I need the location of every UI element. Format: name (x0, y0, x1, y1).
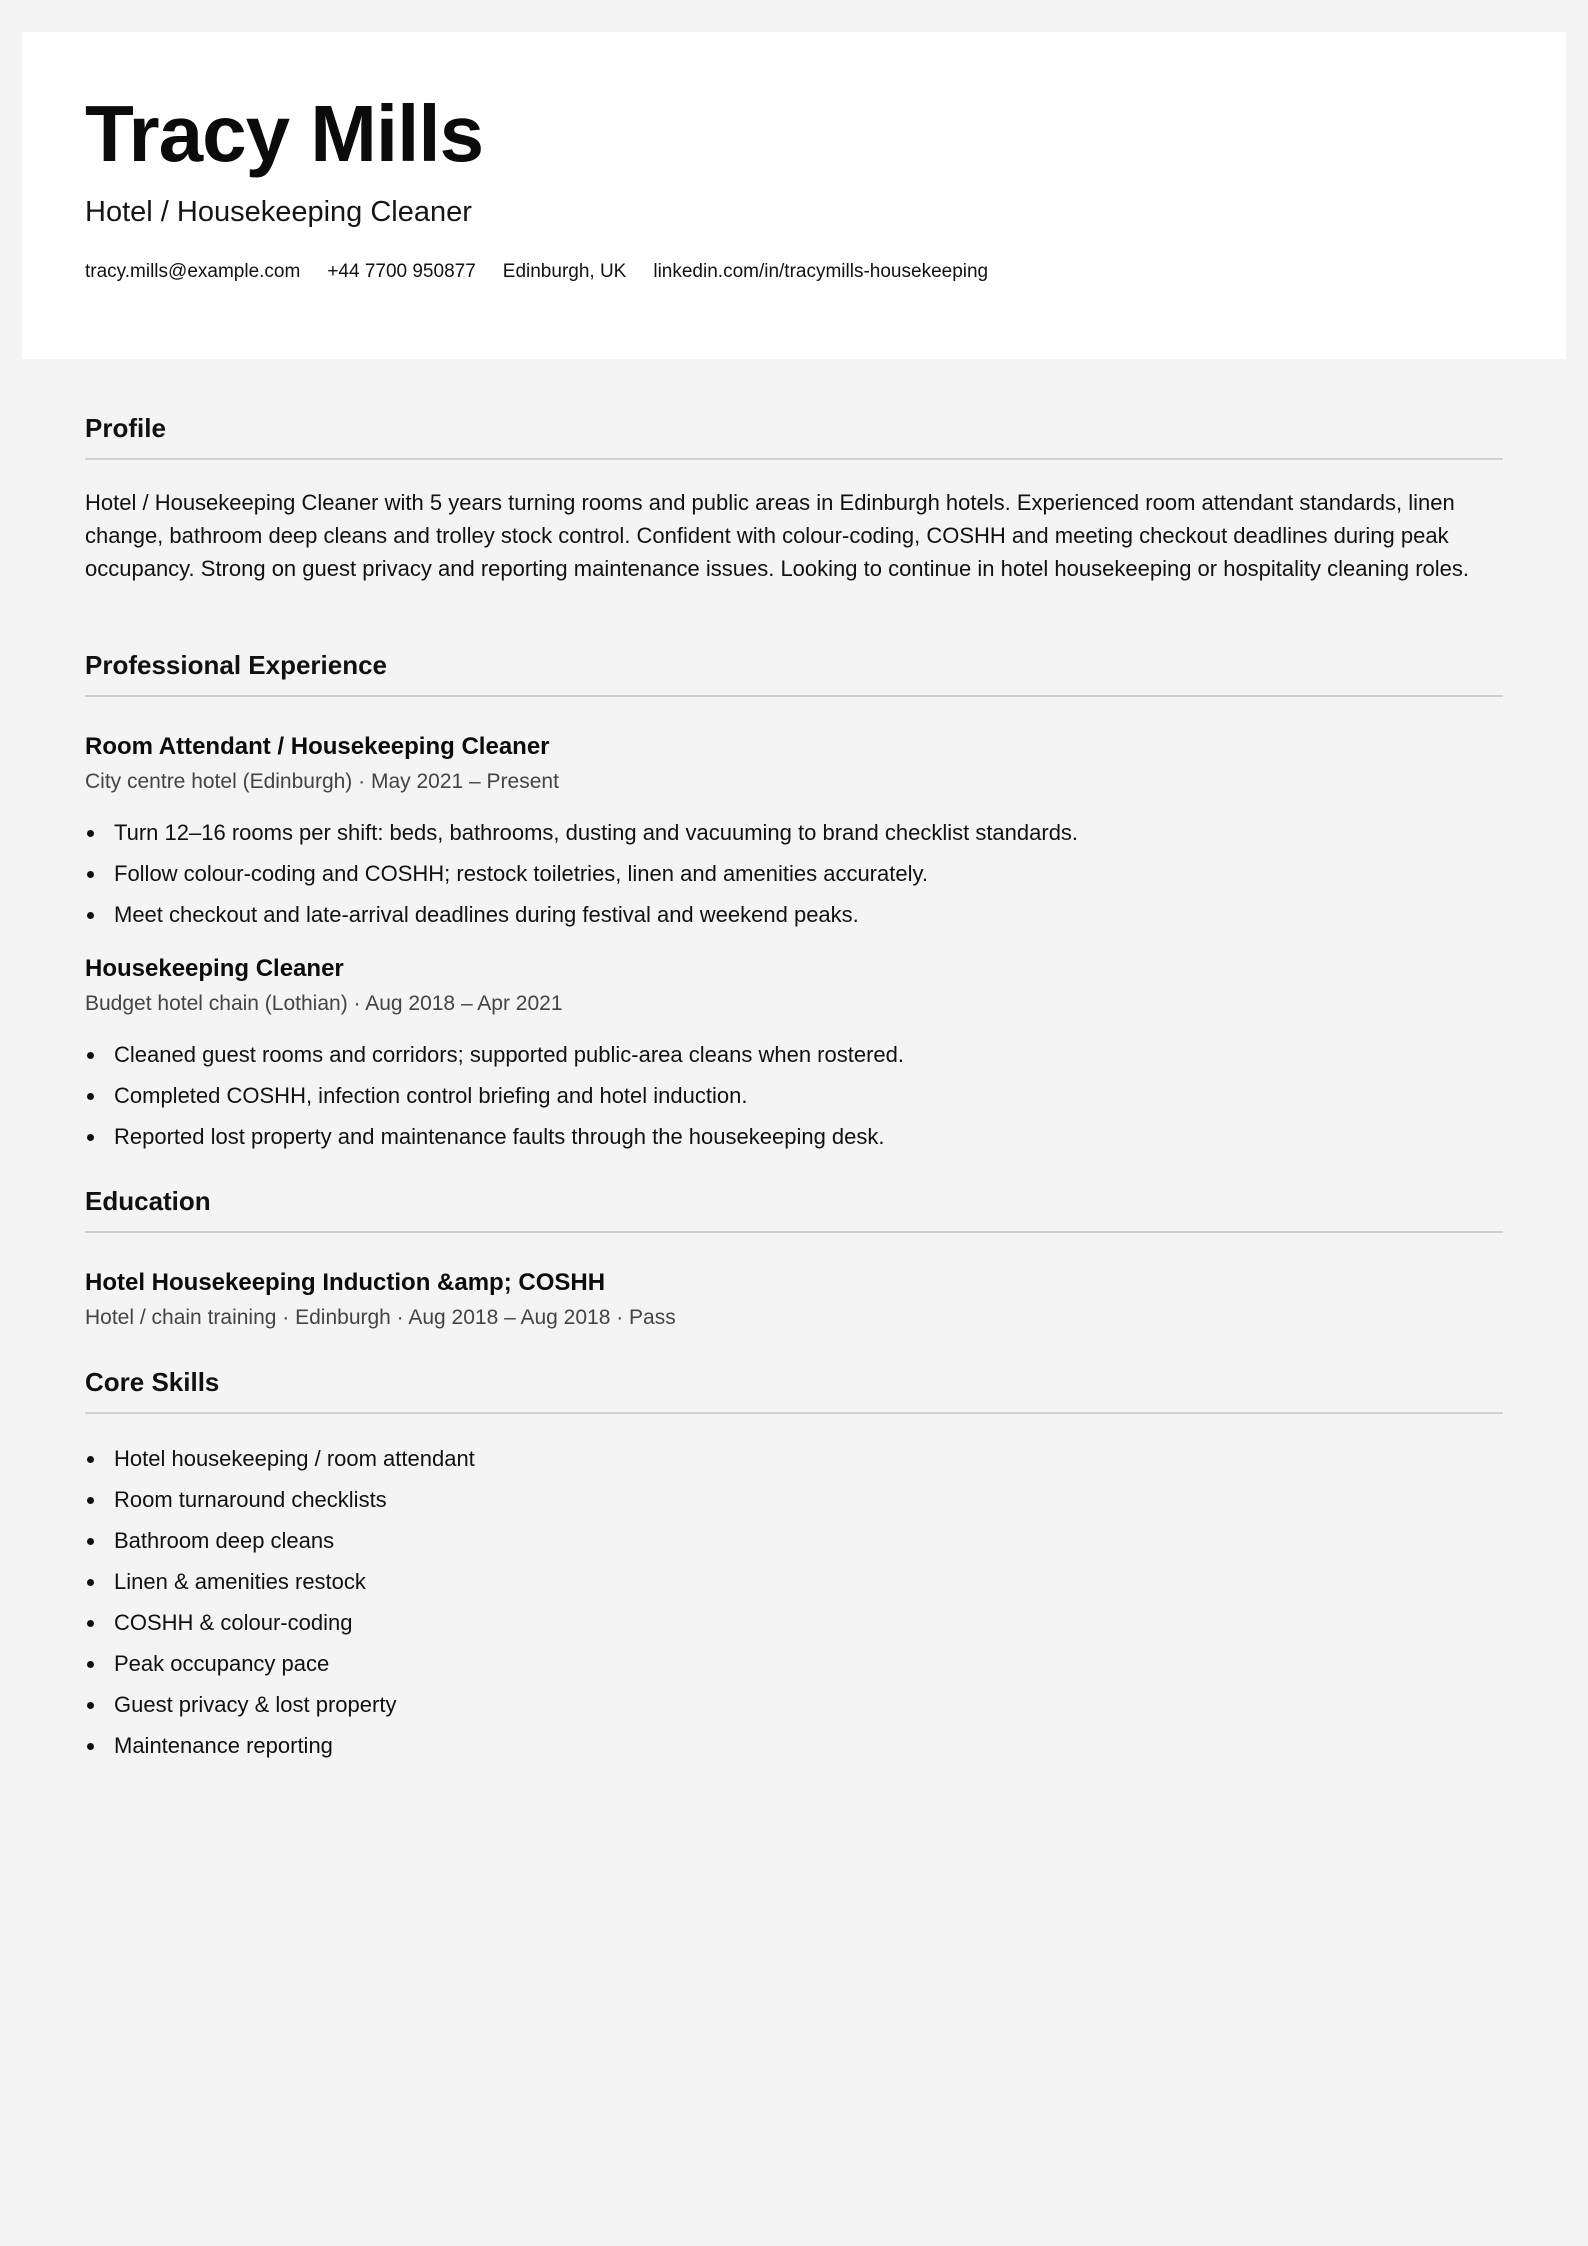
job-bullet: Cleaned guest rooms and corridors; supported public-area cleans when rostered. (85, 1034, 1503, 1075)
experience-heading: Professional Experience (85, 650, 388, 680)
candidate-name: Tracy Mills (85, 89, 484, 178)
job-title: Housekeeping Cleaner (85, 955, 344, 982)
job-meta: Budget hotel chain (Lothian) · Aug 2018 – Apr 2021 (85, 991, 563, 1015)
profile-heading: Profile (85, 413, 166, 443)
skill-item: Bathroom deep cleans (85, 1520, 1503, 1561)
section-divider (85, 695, 1503, 697)
contact-linkedin: linkedin.com/in/tracymills-housekeeping (653, 261, 989, 282)
skills-list (85, 1438, 1503, 1766)
profile-summary: Hotel / Housekeeping Cleaner with 5 years turning rooms and public areas in Edinburgh hotels. Experienced room attendant standards, linen change, bathroom deep cleans and trolley stock control. Confident with colour-coding, COSHH and meeting checkout deadlines during peak occupancy. Strong on guest privacy and reporting maintenance issues. Looking to continue in hotel housekeeping or hospitality cleaning roles. (85, 490, 1470, 582)
skills-heading: Core Skills (85, 1367, 220, 1397)
job-bullet: Completed COSHH, infection control briefing and hotel induction. (85, 1075, 1503, 1116)
job-bullets (85, 1034, 1503, 1157)
candidate-headline: Hotel / Housekeeping Cleaner (85, 196, 472, 228)
job-bullets (85, 812, 1503, 935)
job-bullet: Reported lost property and maintenance faults through the housekeeping desk. (85, 1116, 1503, 1157)
skill-item: Peak occupancy pace (85, 1643, 1503, 1684)
job-title: Room Attendant / Housekeeping Cleaner (85, 733, 550, 760)
job-meta: City centre hotel (Edinburgh) · May 2021 – Present (85, 769, 559, 793)
section-divider (85, 1231, 1503, 1233)
job-entry (85, 733, 1503, 935)
skill-item: Guest privacy & lost property (85, 1684, 1503, 1725)
profile-section (85, 413, 1503, 585)
education-meta: Hotel / chain training · Edinburgh · Aug 2018 – Aug 2018 · Pass (85, 1305, 676, 1329)
skill-item: Room turnaround checklists (85, 1479, 1503, 1520)
education-heading: Education (85, 1186, 211, 1216)
skill-item: COSHH & colour-coding (85, 1602, 1503, 1643)
experience-section (85, 650, 1503, 1149)
skills-section (85, 1367, 1503, 1766)
education-section (85, 1186, 1503, 1329)
education-title: Hotel Housekeeping Induction &amp; COSHH (85, 1269, 606, 1296)
job-bullet: Turn 12–16 rooms per shift: beds, bathrooms, dusting and vacuuming to brand checklist standards. (85, 812, 1503, 853)
resume-header (22, 32, 1566, 359)
skill-item: Hotel housekeeping / room attendant (85, 1438, 1503, 1479)
job-entry (85, 955, 1503, 1157)
contact-location: Edinburgh, UK (502, 261, 627, 282)
contact-row (85, 261, 1015, 284)
contact-email: tracy.mills@example.com (85, 261, 301, 282)
job-bullet: Meet checkout and late-arrival deadlines during festival and weekend peaks. (85, 894, 1503, 935)
job-bullet: Follow colour-coding and COSHH; restock toiletries, linen and amenities accurately. (85, 853, 1503, 894)
education-entry (85, 1269, 1503, 1330)
section-divider (85, 458, 1503, 460)
skill-item: Linen & amenities restock (85, 1561, 1503, 1602)
section-divider (85, 1412, 1503, 1414)
skill-item: Maintenance reporting (85, 1725, 1503, 1766)
contact-phone: +44 7700 950877 (327, 261, 476, 282)
